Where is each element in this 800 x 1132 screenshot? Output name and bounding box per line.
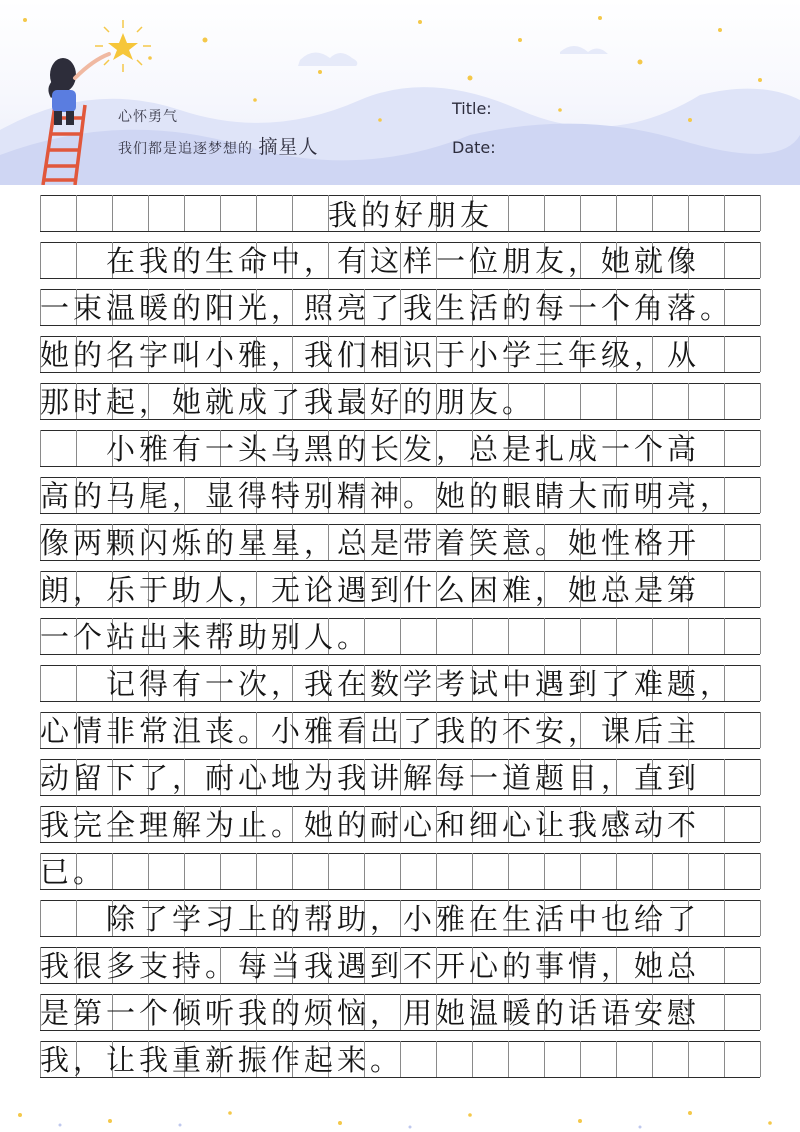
grid-cell-divider	[724, 759, 725, 795]
grid-cell-divider	[724, 900, 725, 936]
grid-cell-divider	[148, 853, 149, 889]
grid-cell-divider	[580, 1041, 581, 1077]
grid-cell-divider	[400, 853, 401, 889]
grid-cell-divider	[760, 195, 761, 231]
essay-line: 像两颗闪烁的星星，总是带着笑意。她性格开	[40, 526, 701, 560]
grid-cell-divider	[724, 524, 725, 560]
grid-cell-divider	[760, 618, 761, 654]
essay-line: 动留下了，耐心地为我讲解每一道题目，直到	[40, 761, 701, 795]
essay-title: 我的好朋友	[328, 198, 494, 232]
star-picker-illustration	[25, 20, 155, 185]
grid-cell-divider	[616, 195, 617, 231]
essay-line: 高的马尾，显得特别精神。她的眼睛大而明亮，	[40, 479, 734, 513]
title-label: Title:	[452, 99, 492, 118]
grid-cell-divider	[508, 618, 509, 654]
grid-cell-divider	[724, 853, 725, 889]
grid-cell-divider	[724, 383, 725, 419]
grid-cell-divider	[508, 853, 509, 889]
grid-cell-divider	[184, 195, 185, 231]
tagline-star-picker: 摘星人	[258, 136, 319, 158]
essay-line: 一束温暖的阳光，照亮了我生活的每一个角落。	[40, 291, 734, 325]
grid-cell-divider	[184, 853, 185, 889]
grid-cell-divider	[760, 665, 761, 701]
essay-line: 是第一个倾听我的烦恼，用她温暖的话语安慰	[40, 996, 701, 1030]
grid-cell-divider	[400, 618, 401, 654]
grid-cell-divider	[616, 1041, 617, 1077]
grid-cell-divider	[688, 853, 689, 889]
essay-line: 我，让我重新振作起来。	[40, 1043, 404, 1077]
essay-line: 已。	[40, 855, 107, 889]
grid-cell-divider	[580, 383, 581, 419]
grid-cell-divider	[724, 947, 725, 983]
ladder-icon	[43, 105, 85, 185]
grid-cell-divider	[436, 853, 437, 889]
grid-cell-divider	[724, 195, 725, 231]
essay-line: 我很多支持。每当我遇到不开心的事情，她总	[40, 949, 701, 983]
grid-cell-divider	[724, 336, 725, 372]
grid-cell-divider	[544, 383, 545, 419]
essay-line: 朗，乐于助人，无论遇到什么困难，她总是第	[40, 573, 701, 607]
grid-cell-divider	[76, 195, 77, 231]
grid-cell-divider	[724, 242, 725, 278]
grid-cell-divider	[292, 853, 293, 889]
grid-cell-divider	[616, 618, 617, 654]
footer-stars	[0, 1095, 800, 1132]
grid-cell-divider	[292, 195, 293, 231]
grid-cell-divider	[760, 1041, 761, 1077]
grid-cell-divider	[364, 853, 365, 889]
essay-line: 她的名字叫小雅，我们相识于小学三年级，从	[40, 338, 701, 372]
grid-cell-divider	[760, 900, 761, 936]
page-header	[0, 0, 800, 185]
grid-cell-divider	[112, 195, 113, 231]
grid-cell-divider	[724, 994, 725, 1030]
grid-cell-divider	[688, 383, 689, 419]
grid-cell-divider	[580, 618, 581, 654]
grid-cell-divider	[724, 806, 725, 842]
grid-cell-divider	[148, 195, 149, 231]
grid-cell-divider	[724, 712, 725, 748]
grid-cell-divider	[40, 195, 41, 231]
grid-cell-divider	[652, 853, 653, 889]
grid-cell-divider	[760, 853, 761, 889]
grid-cell-divider	[580, 195, 581, 231]
essay-line: 心情非常沮丧。小雅看出了我的不安，课后主	[40, 714, 701, 748]
grid-cell-divider	[724, 571, 725, 607]
grid-cell-divider	[544, 853, 545, 889]
tagline-courage: 心怀勇气	[118, 109, 178, 125]
grid-cell-divider	[616, 383, 617, 419]
grid-cell-divider	[220, 195, 221, 231]
grid-cell-divider	[472, 853, 473, 889]
grid-cell-divider	[256, 195, 257, 231]
essay-line: 那时起，她就成了我最好的朋友。	[40, 385, 536, 419]
essay-line: 在我的生命中，有这样一位朋友，她就像	[40, 244, 701, 278]
tagline-dream-prefix: 我们都是追逐梦想的	[118, 141, 253, 157]
grid-cell-divider	[724, 430, 725, 466]
essay-line: 记得有一次，我在数学考试中遇到了难题，	[40, 667, 734, 701]
grid-cell-divider	[760, 712, 761, 748]
grid-cell-divider	[436, 618, 437, 654]
tagline-dream	[118, 132, 318, 159]
grid-paper	[40, 195, 760, 1100]
grid-cell-divider	[760, 947, 761, 983]
grid-cell-divider	[760, 289, 761, 325]
grid-cell-divider	[508, 1041, 509, 1077]
grid-cell-divider	[112, 853, 113, 889]
grid-cell-divider	[760, 759, 761, 795]
grid-cell-divider	[760, 524, 761, 560]
grid-cell-divider	[220, 853, 221, 889]
grid-cell-divider	[508, 195, 509, 231]
grid-cell-divider	[760, 994, 761, 1030]
grid-cell-divider	[544, 618, 545, 654]
grid-cell-divider	[724, 1041, 725, 1077]
grid-cell-divider	[760, 477, 761, 513]
grid-cell-divider	[436, 1041, 437, 1077]
grid-rule	[40, 889, 760, 890]
grid-cell-divider	[472, 618, 473, 654]
grid-cell-divider	[688, 1041, 689, 1077]
grid-cell-divider	[760, 336, 761, 372]
grid-cell-divider	[760, 571, 761, 607]
star-icon	[95, 20, 151, 72]
essay-line: 我完全理解为止。她的耐心和细心让我感动不	[40, 808, 701, 842]
grid-cell-divider	[328, 853, 329, 889]
grid-cell-divider	[256, 853, 257, 889]
grid-cell-divider	[580, 853, 581, 889]
essay-line: 除了学习上的帮助，小雅在生活中也给了	[40, 902, 701, 936]
grid-cell-divider	[652, 1041, 653, 1077]
grid-cell-divider	[616, 853, 617, 889]
essay-line: 小雅有一头乌黑的长发，总是扎成一个高	[40, 432, 701, 466]
girl-figure-icon	[48, 54, 109, 125]
grid-cell-divider	[688, 618, 689, 654]
date-label: Date:	[452, 138, 496, 157]
grid-cell-divider	[760, 430, 761, 466]
grid-cell-divider	[760, 242, 761, 278]
grid-cell-divider	[760, 383, 761, 419]
grid-cell-divider	[544, 1041, 545, 1077]
grid-cell-divider	[652, 383, 653, 419]
grid-cell-divider	[724, 618, 725, 654]
grid-cell-divider	[652, 195, 653, 231]
grid-cell-divider	[544, 195, 545, 231]
grid-cell-divider	[472, 1041, 473, 1077]
grid-cell-divider	[652, 618, 653, 654]
essay-line: 一个站出来帮助别人。	[40, 620, 371, 654]
grid-cell-divider	[688, 195, 689, 231]
grid-cell-divider	[760, 806, 761, 842]
